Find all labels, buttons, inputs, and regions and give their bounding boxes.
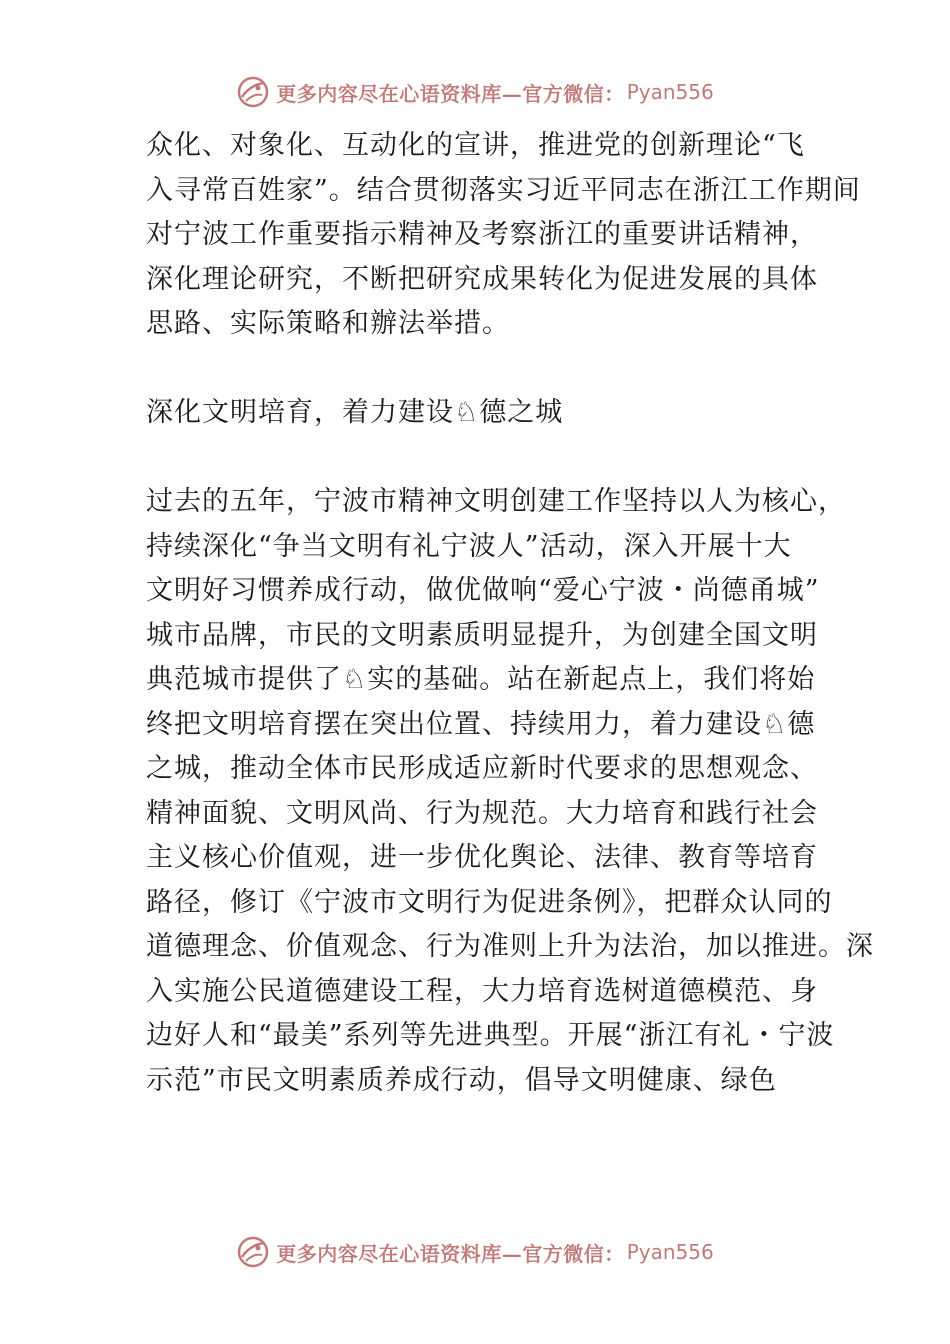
paragraph-1 [146,124,861,347]
text-line: 深化理论研究，不断把研究成果转化为促进发展的具体 [146,263,818,295]
text-line: 精神面貌、文明风尚、行为规范。大力培育和践行社会 [146,797,818,829]
text-line: 众化、对象化、互动化的宣讲，推进党的创新理论“飞 [146,130,805,161]
text-line: 对宁波工作重要指示精神及考察浙江的重要讲话精神， [146,219,818,250]
text-line: 主义核心价值观，进一步优化舆论、法律、教育等培育 [146,842,818,873]
text-line: 城市品牌，市民的文明素质明显提升，为创建全国文明 [146,619,818,651]
footer-banner [0,1232,950,1272]
brand-logo-icon [236,75,270,109]
banner-wechat-id: Pyan556 [626,80,714,104]
brand-logo-icon [236,1235,270,1269]
text-line: 边好人和“最美”系列等先进典型。开展“浙江有礼・宁波 [146,1020,835,1051]
paragraph-spacer [146,347,826,392]
text-line: 过去的五年，宁波市精神文明创建工作坚持以人为核心， [146,486,846,517]
text-line: 路径，修订《宁波市文明行为促进条例》，把群众认同的 [146,886,833,918]
text-line: 入寻常百姓家”。结合贯彻落实习近平同志在浙江工作期间 [146,174,861,206]
banner-text: 更多内容尽在心语资料库—官方微信： [276,1241,625,1266]
text-line: 道德理念、价值观念、行为准则上升为法治，加以推进。深 [146,931,874,962]
document-body [146,124,874,1103]
text-line: 文明好习惯养成行动，做优做响“爱心宁波・尚德甬城” [146,575,820,606]
text-line: 之城，推动全体市民形成适应新时代要求的思想观念、 [146,753,818,784]
text-line: 典范城市提供了♘实的基础。站在新起点上，我们将始 [146,664,816,695]
banner-wechat-id: Pyan556 [626,1240,714,1264]
text-line: 入实施公民道德建设工程，大力培育选树道德模范、身 [146,975,818,1007]
text-line: 示范”市民文明素质养成行动，倡导文明健康、绿色 [146,1064,777,1096]
paragraph-2 [146,480,874,1103]
banner-text: 更多内容尽在心语资料库—官方微信： [276,81,625,106]
text-line: 终把文明培育摆在突出位置、持续用力，着力建设♘德 [146,708,816,740]
text-line: 思路、实际策略和辦法举措。 [146,308,510,339]
section-heading: 深化文明培育，着力建设♘德之城 [146,397,564,428]
header-banner [0,72,950,112]
text-line: 持续深化“争当文明有礼宁波人”活动，深入开展十大 [146,530,792,562]
paragraph-spacer [146,436,826,481]
